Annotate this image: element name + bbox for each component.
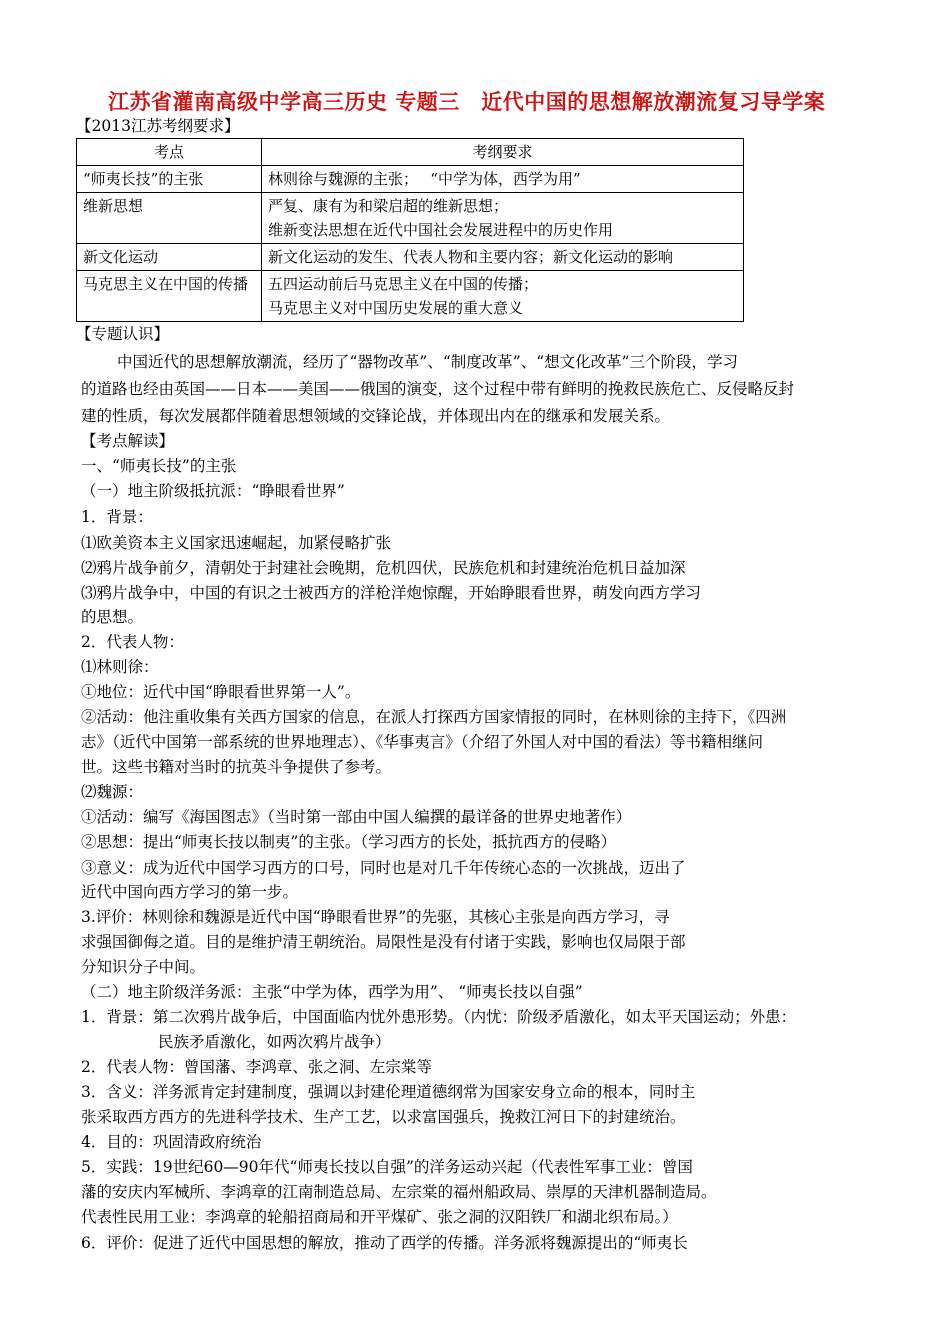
table-cell-topic: 马克思主义在中国的传播 — [77, 271, 262, 322]
body-line: 1．背景：第二次鸦片战争后，中国面临内忧外患形势。（内忧：阶级矛盾激化，如太平天国运动；外患： — [81, 1008, 797, 1026]
table-cell-requirement — [262, 166, 744, 193]
table-cell-requirement — [262, 193, 744, 244]
body-line: ⑴林则徐： — [81, 658, 159, 676]
body-line: 的思想。 — [81, 608, 144, 626]
exam-requirements-header: 【2013江苏考纲要求】 — [76, 117, 240, 135]
body-line: ②思想：提出“师夷长技以制夷”的主张。（学习西方的长处，抵抗西方的侵略） — [81, 833, 617, 851]
table-row — [77, 166, 744, 193]
table-row — [77, 244, 744, 271]
table-cell-topic: 新文化运动 — [77, 244, 262, 271]
requirements-table — [76, 138, 744, 322]
body-line: ①地位：近代中国“睁眼看世界第一人”。 — [81, 683, 361, 701]
body-line: 【考点解读】 — [81, 432, 175, 450]
requirement-line: 维新变法思想在近代中国社会发展进程中的历史作用 — [268, 221, 614, 239]
body-line: 6．评价：促进了近代中国思想的解放，推动了西学的传播。洋务派将魏源提出的“师夷长 — [81, 1234, 688, 1252]
overview-line: 中国近代的思想解放潮流，经历了“器物改革”、“制度改革”、“想文化改革”三个阶段，学习 — [117, 353, 739, 371]
requirement-line: 新文化运动的发生、代表人物和主要内容；新文化运动的影响 — [268, 248, 674, 266]
body-line: （一）地主阶级抵抗派：“睁眼看世界” — [81, 482, 345, 500]
body-line: ②活动：他注重收集有关西方国家的信息，在派人打探西方国家情报的同时，在林则徐的主持下，《四洲 — [81, 708, 787, 726]
table-cell-topic: “师夷长技”的主张 — [77, 166, 262, 193]
body-line: 求强国御侮之道。目的是维护清王朝统治。局限性是没有付诸于实践，影响也仅局限于部 — [81, 933, 686, 951]
body-line: 藩的安庆内军械所、李鸿章的江南制造总局、左宗棠的福州船政局、崇厚的天津机器制造局。 — [81, 1183, 717, 1201]
body-line: 一、“师夷长技”的主张 — [81, 457, 237, 475]
body-line: ⑴欧美资本主义国家迅速崛起，加紧侵略扩张 — [81, 534, 392, 552]
table-cell-requirement — [262, 271, 744, 322]
body-line: 1．背景： — [81, 508, 153, 526]
table-header-row — [77, 139, 744, 166]
body-line: 2．代表人物：曾国藩、李鸿章、张之洞、左宗棠等 — [81, 1058, 432, 1076]
body-line: 民族矛盾激化，如两次鸦片战争） — [158, 1033, 391, 1051]
body-line: ⑵鸦片战争前夕，清朝处于封建社会晚期，危机四伏，民族危机和封建统治危机日益加深 — [81, 559, 686, 577]
body-line: ⑵魏源： — [81, 783, 144, 801]
body-line: 5．实践：19世纪60—90年代“师夷长技以自强”的洋务运动兴起（代表性军事工业：曾国 — [81, 1158, 693, 1176]
body-line: ⑶鸦片战争中，中国的有识之士被西方的洋枪洋炮惊醒，开始睁眼看世界，萌发向西方学习 — [81, 584, 702, 602]
body-line: 分知识分子中间。 — [81, 958, 206, 976]
table-cell-topic: 维新思想 — [77, 193, 262, 244]
table-header-requirement: 考纲要求 — [262, 139, 744, 166]
body-line: 张采取西方西方的先进科学技术、生产工艺，以求富国强兵，挽救江河日下的封建统治。 — [81, 1108, 686, 1126]
body-line: 2．代表人物： — [81, 633, 184, 651]
requirement-line: 严复、康有为和梁启超的维新思想； — [268, 197, 509, 215]
body-line: 世。这些书籍对当时的抗英斗争提供了参考。 — [81, 758, 392, 776]
body-line: 志》（近代中国第一部系统的世界地理志）、《华事夷言》（介绍了外国人对中国的看法）等书籍相继问 — [81, 733, 764, 751]
body-line: 近代中国向西方学习的第一步。 — [81, 883, 299, 901]
requirement-line: 马克思主义对中国历史发展的重大意义 — [268, 299, 524, 317]
document-title: 江苏省灌南高级中学高三历史 专题三 近代中国的思想解放潮流复习导学案 — [108, 90, 826, 114]
requirement-line: 林则徐与魏源的主张； “中学为体，西学为用” — [268, 170, 581, 188]
overview-line: 的道路也经由英国——日本——美国——俄国的演变，这个过程中带有鲜明的挽救民族危亡、反侵略反封 — [81, 380, 795, 398]
body-line: ③意义：成为近代中国学习西方的口号，同时也是对几千年传统心态的一次挑战，迈出了 — [81, 859, 686, 877]
table-row — [77, 193, 744, 244]
table-row — [77, 271, 744, 322]
topic-overview-header: 【专题认识】 — [76, 325, 170, 343]
requirement-line: 五四运动前后马克思主义在中国的传播； — [268, 275, 539, 293]
body-line: （二）地主阶级洋务派：主张“中学为体，西学为用”、 “师夷长技以自强” — [81, 983, 583, 1001]
table-header-topic: 考点 — [77, 139, 262, 166]
body-line: ①活动：编写《海国图志》（当时第一部由中国人编撰的最详备的世界史地著作） — [81, 808, 632, 826]
body-line: 3．含义：洋务派肯定封建制度，强调以封建伦理道德纲常为国家安身立命的根本，同时主 — [81, 1083, 696, 1101]
table-cell-requirement — [262, 244, 744, 271]
body-line: 4．目的：巩固清政府统治 — [81, 1133, 262, 1151]
overview-line: 建的性质，每次发展都伴随着思想领域的交锋论战，并体现出内在的继承和发展关系。 — [81, 407, 671, 425]
body-line: 代表性民用工业：李鸿章的轮船招商局和开平煤矿、张之洞的汉阳铁厂和湖北织布局。） — [81, 1208, 678, 1226]
body-line: 3.评价：林则徐和魏源是近代中国“睁眼看世界”的先驱，其核心主张是向西方学习，寻 — [81, 908, 670, 926]
